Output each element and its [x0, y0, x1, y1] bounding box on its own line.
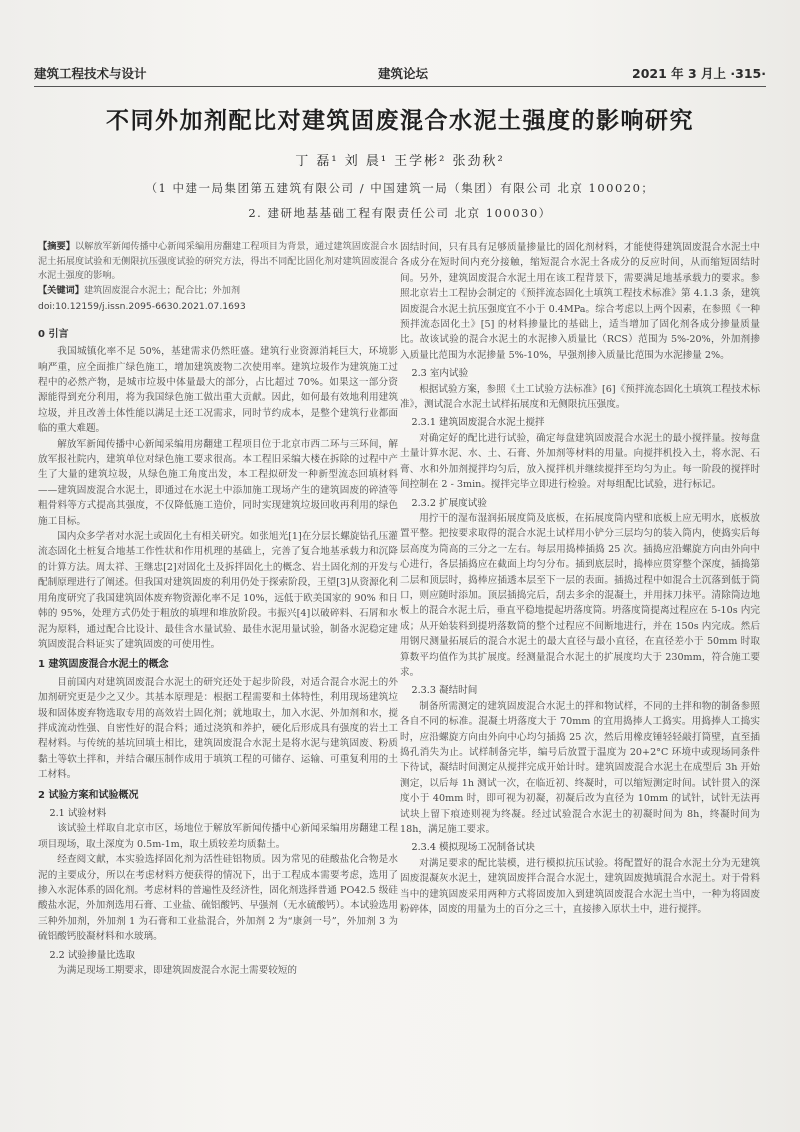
keywords-text: 建筑固废混合水泥土；配合比；外加剂 — [83, 284, 241, 296]
issue-page — [632, 64, 766, 82]
paragraph: 用拧干的湿布湿润拓展度筒及底板，在拓展度筒内壁和底板上应无明水，底板放置平整。把按要求取得的混合水泥土试样用小铲分三层均匀的装入筒内，使捣实后每层高度为筒高的三分之一左右。每层用捣棒插捣 25 次。插捣应沿螺旋方向由外向中心进行，各层插捣应在截面上均匀分布。插到底层时，捣棒应贯穿整个深度，插捣第二层和顶层时，捣棒应插透本层至下一层的表面。插捣过程中如混合土沉落到低于筒口，则应随时添加。顶层插捣完后，刮去多余的混凝土，并用抹刀抹平。清除筒边地板上的混合水泥土后，垂直平稳地提起坍落度筒。坍落度筒提离过程应在 5-10s 内完成；从开始装料到提坍落数筒的整个过程应不间断地进行，并在 150s 内完成。然后用钢尺测量拓展后的混合水泥土的最大直径与最小直径，在直径差小于 50mm 时取算数平均值作为其扩展度。经测量混合水泥土的扩展度均大于 230mm，符合施工要求。 — [400, 512, 760, 678]
paper-title: 不同外加剂配比对建筑固废混合水泥土强度的影响研究 — [106, 108, 694, 134]
subsection-heading: 2.2 试验掺量比选取 — [49, 949, 135, 961]
page-number: ·315· — [730, 66, 766, 81]
paragraph: 为满足现场工期要求，即建筑固废混合水泥土需要较短的 — [57, 965, 298, 977]
abstract — [38, 240, 398, 284]
affiliation-2: 2. 建研地基基础工程有限责任公司 北京 100030） — [248, 206, 552, 220]
abstract-label: 【摘要】 — [38, 241, 75, 252]
subsection-heading: 2.1 试验材料 — [49, 807, 107, 819]
right-column — [400, 240, 760, 917]
keywords-label: 【关键词】 — [38, 284, 84, 296]
issue-date: 2021 年 3 月上 — [632, 66, 727, 81]
author-list: 丁 磊¹ 刘 晨¹ 王学彬² 张劲秋² — [295, 154, 505, 169]
subsection-heading: 2.3.4 模拟现场工况制备试块 — [411, 842, 535, 854]
abstract-text: 以解放军新闻传播中心新闻采编用房翻建工程项目为背景，通过建筑固废混合水泥土拓展度试验和无侧限抗压强度试验的研究方法，得出不同配比固化剂对建筑固废混合水泥土强度的影响。 — [38, 241, 399, 282]
paragraph: 制备所需测定的建筑固废混合水泥土的拌和物试样，不同的土拌和物的制备参照各自不同的标准。混凝土坍落度大于 70mm 的宜用捣捧人工捣实。用捣捧人工捣实时，应沿螺旋方向由外向中心均匀插捣 25 次，然后用橡皮锤轻轻敲打筒壁，直至插捣孔消失为止。试样制备完毕，编号后放置于温度为 20+2°C 环境中或现场同条件下待试，凝结时间测定从搅拌完成开始计时。建筑固废混合水泥土在成型后 3h 开始测定，以后每 1h 测试一次，在临近初、终凝时，可以缩短测定时间。试针贯入的深度小于 40mm 时，即可视为初凝，初凝后改为直径为 10mm 的试针，试针无法再试块上留下痕迹则视为终凝。经过试验混合水泥土的初凝时间为 8h，终凝时间为 18h，满足施工要求。 — [400, 700, 760, 836]
affiliation-1: （1 中建一局集团第五建筑有限公司 / 中国建筑一局（集团）有限公司 北京 100020； — [145, 181, 655, 195]
section-heading: 0 引言 — [38, 328, 69, 340]
section-heading: 2 试验方案和试验概况 — [38, 789, 139, 801]
doi: doi:10.12159/j.issn.2095-6630.2021.07.1693 — [38, 301, 246, 313]
paragraph: 根据试验方案，参照《土工试验方法标准》[6]《预拌流态固化土填筑工程技术标准》，测试混合水泥土试样拓展度和无侧限抗压强度。 — [400, 383, 760, 411]
section-heading: 1 建筑固废混合水泥土的概念 — [38, 659, 169, 671]
paragraph: 固结时间，只有具有足够质量掺量比的固化剂材料，才能使得建筑固废混合水泥土中各成分在短时间内充分接触，缩短混合水泥土各成分的反应时间，从而缩短固结时间。另外，建筑固废混合水泥土用在该工程背景下，需要满足地基承载力的要求。参照北京岩土工程协会制定的《预拌流态固化土填筑工程技术标准》第 4.1.3 条，建筑固废混合水泥土抗压强度宜不小于 0.4MPa。综合考虑以上两个因素，在参照《一种预拌流态固化土》[5] 的材料掺量比的基础上，适当增加了固化剂各成分掺量质量比。故该试验的混合水泥土的水泥掺入质量比（RCS）范围为 5%-20%，外加剂掺入质量比范围为水泥掺量 5%-10%，早强剂掺入质量比范围为水泥掺量 2%。 — [400, 242, 760, 361]
paragraph: 解放军新闻传播中心新闻采编用房翻建工程项目位于北京市西二环与三环间，解放军报社院内，建筑单位对绿色施工要求很高。本工程旧采编大楼在拆除的过程中产生了大量的建筑垃圾，从绿色施工角度出发，本工程拟研发一种新型流态回填材料——建筑固废混合水泥土，即通过在水泥土中添加施工现场产生的建筑固废的碎渣等粗骨料等方式提高其强度，不仅降低施工造价，同时实现建筑垃圾回收再利用的绿色施工目标。 — [38, 438, 398, 527]
paragraph: 我国城镇化率不足 50%，基建需求仍然旺盛。建筑行业资源消耗巨大，环境影响严重，应全面推广绿色施工，增加建筑废物二次使用率。建筑垃圾作为建筑施工过程中的必然产物，是城市垃圾中体量最大的部分，占比超过 70%。如果这一部分资源能得到充分利用，将为我国绿色施工做出重大贡献。因此，如何最有效地利用建筑垃圾，并且改善土体性能以满足土还工况需求，同时节约成本，是整个建筑行业都面临的重大难题。 — [38, 346, 398, 435]
subsection-heading: 2.3.2 扩展度试验 — [411, 497, 487, 509]
paragraph: 国内众多学者对水泥土或固化土有相关研究。如张旭光[1]在分层长螺旋钻孔压灌流态固化土桩复合地基工作性状和作用机理的基础上，完善了复合地基承载力和沉降的计算方法。周太祥、王继忠[2]对固化土及拆拌固化土的概念、岩土固化剂的开发与配制原理进行了阐述。但我国对建筑固废的利用仍处于探索阶段，王望[3]从资源化利用角度研究了我国建筑固体废弃物资源化率不足 10%，远低于欧美国家的 90% 和日韩的 95%，处理方式仍处于粗放的填埋和堆放阶段。韦振兴[4]以破碎料、石屑和水泥为原料，通过配合比设计、最佳含水量试验、最佳水泥用量试验，制备水泥稳定建筑固废混合料证实了建筑固废的可使用性。 — [38, 531, 398, 650]
subsection-heading: 2.3.1 建筑固废混合水泥土搅拌 — [411, 417, 545, 429]
paragraph: 对满足要求的配比装模，进行模拟抗压试验。将配置好的混合水泥土分为无建筑固废混凝灰水泥土，建筑固废拌合混合水泥土，建筑固废抛填混合水泥土。对于骨料当中的建筑固废采用两种方式将固废加入到建筑固废混合水泥土当中，一种为将固废粉碎体，固废的用量为土的百分之三十，直接掺入原状土中，进行搅拌。 — [400, 857, 760, 916]
paragraph: 该试验土样取自北京市区，场地位于解放军新闻传播中心新闻采编用房翻建工程项目现场，取土深度为 0.5m-1m，取土质较差均质黏土。 — [38, 823, 398, 850]
header-rule — [34, 86, 766, 87]
left-column — [38, 240, 398, 978]
subsection-heading: 2.3 室内试验 — [411, 368, 469, 380]
paragraph: 经查阅文献，本实验选择固化剂为活性硅铝物质。因为常见的硅酸盐化合物是水泥的主要成分，所以在考虑材料方便获得的情况下，出于工程成本需要考虑，选用了掺入水泥体系的固化剂。考虑材料的普遍性及经济性，固化剂选择普通 PO42.5 级硅酸盐水泥，外加剂选用石膏、工业盐、硫铝酸钙、早强剂（无水硫酸钙）。本试验选用三种外加剂，外加剂 1 为石膏和工业盐混合，外加剂 2 为“康剑一号”，外加剂 3 为硫铝酸钙胶凝材料和水玻璃。 — [38, 854, 398, 943]
column-name: 建筑论坛 — [378, 66, 429, 81]
subsection-heading: 2.3.3 凝结时间 — [411, 685, 478, 697]
running-header — [34, 64, 766, 84]
keywords — [38, 284, 398, 299]
paragraph: 目前国内对建筑固废混合水泥土的研究还处于起步阶段，对适合混合水泥土的外加剂研究更是少之又少。其基本原理是：根据工程需要和土体特性，利用现场建筑垃圾和固体废弃物选取专用的高效岩土固化剂；就地取土，加入水泥、外加剂和水，搅拌成流动性强、自密性好的混合料；通过浇筑和养护，硬化后形成具有强度的岩土工程材料。与传统的基坑回填土相比，建筑固废混合水泥土是将水泥与建筑固废、粉质黏土等软土拌和，并结合碾压制作成用于填筑工程的可储存、运输、可重复利用的土工材料。 — [38, 676, 398, 781]
paragraph: 对确定好的配比进行试验，确定每盘建筑固废混合水泥土的最小搅拌量。按每盘土量计算水泥、水、土、石膏、外加剂等材料的用量。向搅拌机投入土，将水泥、石膏、水和外加剂搅拌均匀后，放入搅拌机并继续搅拌至均匀为止。每一阶段的搅拌时间控制在 2 - 3min。搅拌完毕立即进行检验。对每组配比试验，进行标记。 — [400, 432, 760, 491]
journal-name: 建筑工程技术与设计 — [34, 66, 147, 81]
